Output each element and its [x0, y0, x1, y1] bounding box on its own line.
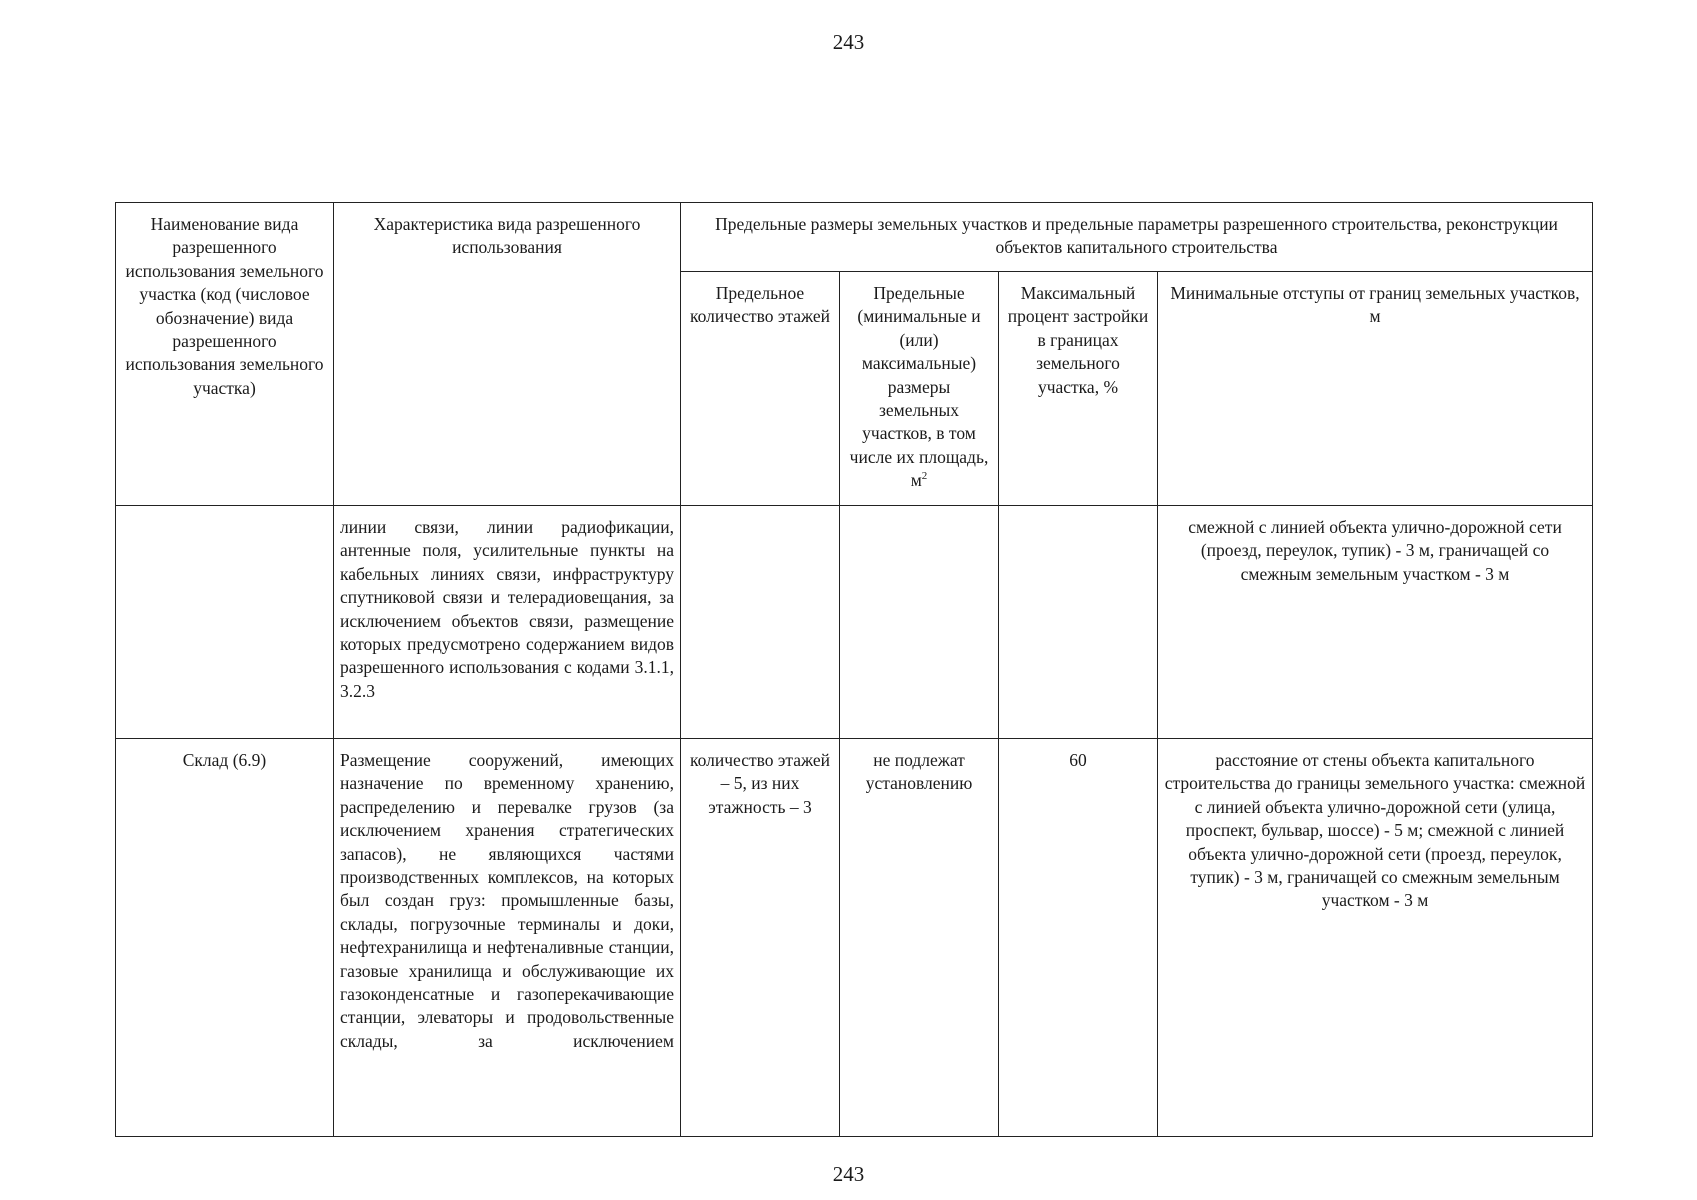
cell-plot-sizes [840, 506, 999, 739]
header-plot-sizes-text: Предельные (минимальные и (или) максимальные) размеры земельных участков, в том числе их площадь, м [849, 283, 989, 491]
cell-land-use-name [116, 506, 334, 739]
cell-build-percent: 60 [999, 739, 1158, 1137]
table-row [116, 739, 1593, 1137]
cell-land-use-name: Склад (6.9) [116, 739, 334, 1137]
header-build-percent: Максимальный процент застройки в границах земельного участка, % [999, 272, 1158, 506]
header-setbacks: Минимальные отступы от границ земельных участков, м [1158, 272, 1593, 506]
table-row [116, 506, 1593, 739]
cell-build-percent [999, 506, 1158, 739]
header-plot-sizes-sup: 2 [921, 470, 928, 483]
cell-land-use-description: Размещение сооружений, имеющих назначение по временному хранению, распределению и перевалке грузов (за исключением хранения стратегических запасов), не являющихся частями производственных комплексов, на которых был создан груз: промышленные базы, склады, погрузочные терминалы и доки, нефтехранилища и нефтеналивные станции, газовые хранилища и обслуживающие их газоконденсатные и газоперекачивающие станции, элеваторы и продовольственные склады, за исключением [334, 739, 681, 1137]
header-land-use-description: Характеристика вида разрешенного использования [334, 203, 681, 506]
header-plot-sizes [840, 272, 999, 506]
page-number-top: 243 [832, 30, 865, 54]
cell-plot-sizes: не подлежат установлению [840, 739, 999, 1137]
land-use-regulations-table [115, 202, 1593, 1137]
header-limit-parameters-group: Предельные размеры земельных участков и предельные параметры разрешенного строительства, реконструкции объектов капитального строительства [681, 203, 1593, 272]
cell-floors [681, 506, 840, 739]
page-number-bottom: 243 [832, 1162, 865, 1186]
header-floors: Предельное количество этажей [681, 272, 840, 506]
cell-setbacks: расстояние от стены объекта капитального строительства до границы земельного участка: смежной с линией объекта улично-дорожной сети (улица, проспект, бульвар, шоссе) - 5 м; смежной с линией объекта улично-дорожной сети (проезд, переулок, тупик) - 3 м, граничащей со смежным земельным участком - 3 м [1158, 739, 1593, 1137]
cell-floors: количество этажей – 5, из них этажность – 3 [681, 739, 840, 1137]
header-land-use-name: Наименование вида разрешенного использования земельного участка (код (числовое обозначение) вида разрешенного использования земельного участка) [116, 203, 334, 506]
table-header-row-1 [116, 203, 1593, 272]
cell-land-use-description: линии связи, линии радиофикации, антенные поля, усилительные пункты на кабельных линиях связи, инфраструктуру спутниковой связи и телерадиовещания, за исключением объектов связи, размещение которых предусмотрено содержанием видов разрешенного использования с кодами 3.1.1, 3.2.3 [334, 506, 681, 739]
cell-setbacks: смежной с линией объекта улично-дорожной сети (проезд, переулок, тупик) - 3 м, граничащей со смежным земельным участком - 3 м [1158, 506, 1593, 739]
